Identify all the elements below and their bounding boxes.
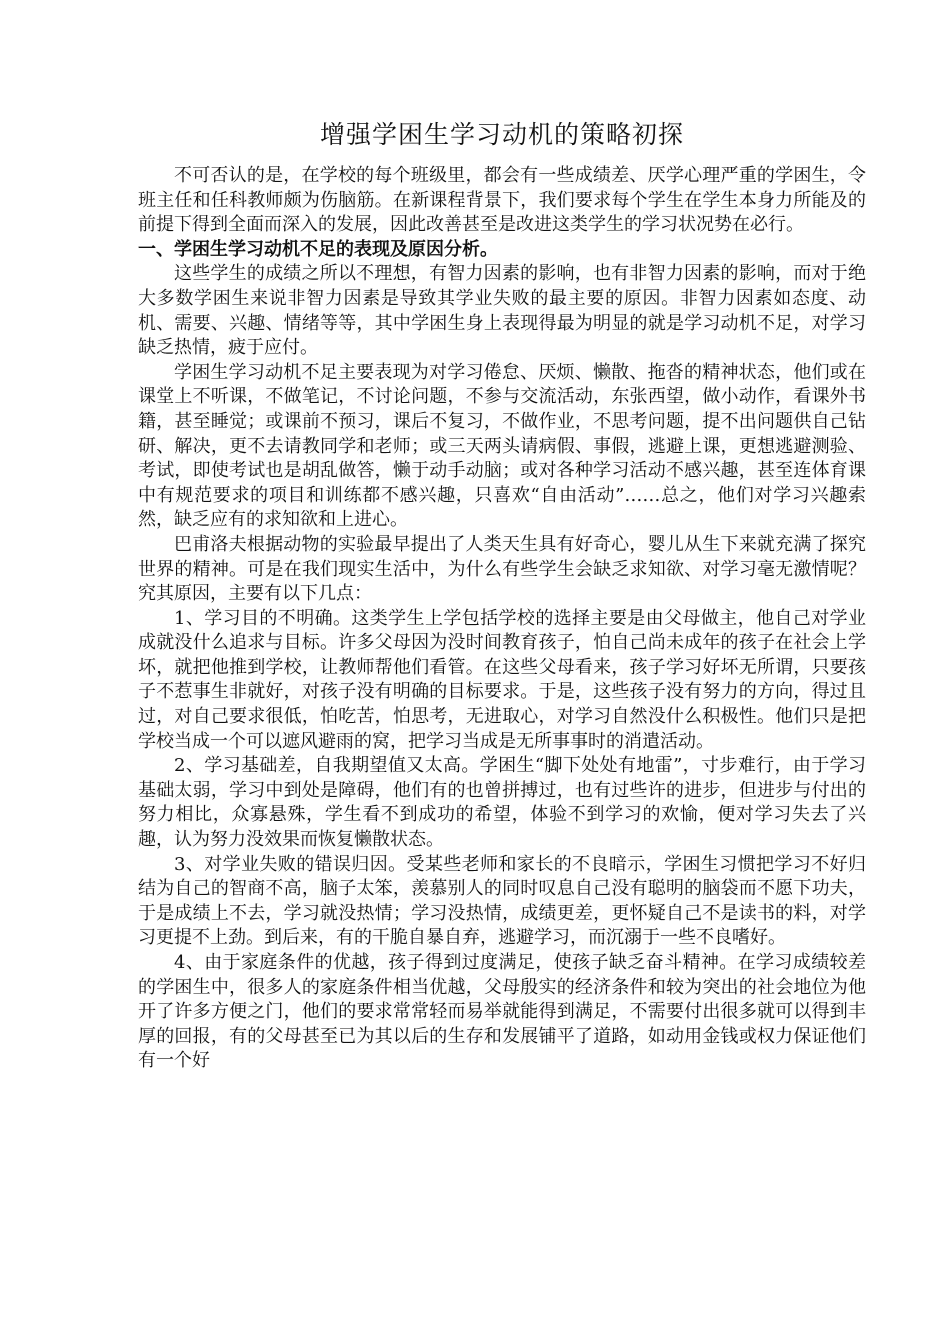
body-paragraph: 这些学生的成绩之所以不理想，有智力因素的影响，也有非智力因素的影响，而对于绝大多数学困生来说非智力因素是导致其学业失败的最主要的原因。非智力因素如态度、动机、需要、兴趣、情绪等等，其中学困生身上表现得最为明显的就是学习动机不足，对学习缺乏热情，疲于应付。: [138, 263, 866, 359]
body-paragraph: 学困生学习动机不足主要表现为对学习倦怠、厌烦、懒散、拖沓的精神状态，他们或在课堂上不听课，不做笔记，不讨论问题，不参与交流活动，东张西望，做小动作，看课外书籍，甚至睡觉；或课前不预习，课后不复习，不做作业，不思考问题，提不出问题供自己钻研、解决，更不去请教同学和老师；或三天两头请病假、事假，逃避上课，更想逃避测验、考试，即使考试也是胡乱做答，懒于动手动脑；或对各种学习活动不感兴趣，甚至连体育课中有规范要求的项目和训练都不感兴趣，只喜欢“自由活动”……总之，他们对学习兴趣索然，缺乏应有的求知欲和上进心。: [138, 361, 866, 531]
body-paragraph: 1、学习目的不明确。这类学生上学包括学校的选择主要是由父母做主，他自己对学业成就没什么追求与目标。许多父母因为没时间教育孩子，怕自己尚未成年的孩子在社会上学坏，就把他推到学校，让教师帮他们看管。在这些父母看来，孩子学习好坏无所谓，只要孩子不惹事生非就好，对孩子没有明确的目标要求。于是，这些孩子没有努力的方向，得过且过，对自己要求很低，怕吃苦，怕思考，无进取心，对学习自然没什么积极性。他们只是把学校当成一个可以遮风避雨的窝，把学习当成是无所事事时的消遣活动。: [138, 607, 866, 752]
section-heading: 一、学困生学习动机不足的表现及原因分析。: [138, 238, 498, 260]
document-title: 增强学困生学习动机的策略初探: [319, 120, 684, 149]
body-paragraph: 4、由于家庭条件的优越，孩子得到过度满足，使孩子缺乏奋斗精神。在学习成绩较差的学困生中，很多人的家庭条件相当优越，父母殷实的经济条件和较为突出的社会地位为他开了许多方便之门，他们的要求常常轻而易举就能得到满足，不需要付出很多就可以得到丰厚的回报，有的父母甚至已为其以后的生存和发展铺平了道路，如动用金钱或权力保证他们有一个好: [138, 952, 866, 1072]
body-paragraph: 2、学习基础差，自我期望值又太高。学困生“脚下处处有地雷”，寸步难行，由于学习基础太弱，学习中到处是障碍，他们有的也曾拼搏过，也有过些许的进步，但进步与付出的努力相比，众寡悬殊，学生看不到成功的希望，体验不到学习的欢愉，便对学习失去了兴趣，认为努力没效果而恢复懒散状态。: [138, 755, 866, 851]
document-page: [138, 118, 866, 1074]
body-paragraph: 3、对学业失败的错误归因。受某些老师和家长的不良暗示，学困生习惯把学习不好归结为自己的智商不高，脑子太笨，羡慕别人的同时叹息自己没有聪明的脑袋而不愿下功夫，于是成绩上不去，学习就没热情；学习没热情，成绩更差，更怀疑自己不是读书的料，对学习更提不上劲。到后来，有的干脆自暴自弃，逃避学习，而沉溺于一些不良嗜好。: [138, 853, 866, 949]
intro-paragraph: 不可否认的是，在学校的每个班级里，都会有一些成绩差、厌学心理严重的学困生，令班主任和任科教师颇为伤脑筋。在新课程背景下，我们要求每个学生在学生本身力所能及的前提下得到全面而深入的发展，因此改善甚至是改进这类学生的学习状况势在必行。: [138, 165, 866, 236]
body-paragraph: 巴甫洛夫根据动物的实验最早提出了人类天生具有好奇心，婴儿从生下来就充满了探究世界的精神。可是在我们现实生活中，为什么有些学生会缺乏求知欲、对学习毫无激情呢？究其原因，主要有以下几点：: [138, 533, 866, 605]
